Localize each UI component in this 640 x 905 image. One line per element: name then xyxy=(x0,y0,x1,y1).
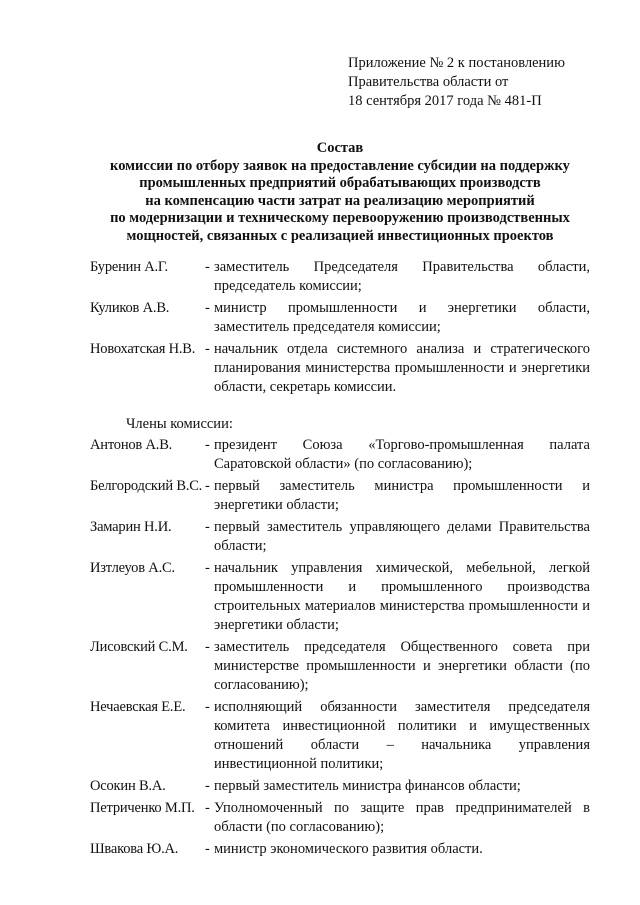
member-position: президент Союза «Торгово-промышленная палата Саратовской области» (по согласованию); xyxy=(214,437,590,472)
annex-line-1: Приложение № 2 к постановлению xyxy=(348,55,565,71)
leadership-row xyxy=(90,340,590,397)
member-position: начальник отдела системного анализа и стратегического планирования министерства промышленности и энергетики области, секретарь комиссии. xyxy=(214,341,590,395)
member-name: Антонов А.В. xyxy=(90,437,173,453)
member-name: Петриченко М.П. xyxy=(90,800,195,816)
dash: - xyxy=(205,560,210,576)
member-row xyxy=(90,840,590,859)
member-position: Уполномоченный по защите прав предпринимателей в области (по согласованию); xyxy=(214,800,590,835)
member-name: Швакова Ю.А. xyxy=(90,841,179,857)
member-name: Осокин В.А. xyxy=(90,778,166,794)
members-label: Члены комиссии: xyxy=(126,416,233,432)
member-row xyxy=(90,518,590,556)
member-position: исполняющий обязанности заместителя председателя комитета инвестиционной политики и имущественных отношений области – начальника управления инвестиционной политики; xyxy=(214,699,590,772)
dash: - xyxy=(205,478,210,494)
member-position: министр промышленности и энергетики области, заместитель председателя комиссии; xyxy=(214,300,590,335)
member-row xyxy=(90,777,590,796)
dash: - xyxy=(205,639,210,655)
member-name: Замарин Н.И. xyxy=(90,519,172,535)
leadership-row xyxy=(90,258,590,296)
dash: - xyxy=(205,699,210,715)
member-row xyxy=(90,638,590,695)
dash: - xyxy=(205,841,210,857)
title-line: комиссии по отбору заявок на предоставление субсидии на поддержку xyxy=(110,157,570,174)
annex-line-3: 18 сентября 2017 года № 481-П xyxy=(348,93,542,109)
title-line: промышленных предприятий обрабатывающих производств xyxy=(139,175,541,192)
member-row xyxy=(90,799,590,837)
commission-list xyxy=(90,258,590,862)
member-position: начальник управления химической, мебельной, легкой промышленности и промышленного производства строительных материалов министерства промышленности и энергетики области; xyxy=(214,560,590,633)
title-heading: Состав xyxy=(316,140,364,156)
dash: - xyxy=(205,437,210,453)
title-line: на компенсацию части затрат на реализацию мероприятий xyxy=(145,192,535,209)
member-position: заместитель председателя Общественного совета при министерстве промышленности и энергетики области (по согласованию); xyxy=(214,639,590,693)
dash: - xyxy=(205,341,210,357)
member-row xyxy=(90,477,590,515)
member-name: Куликов А.В. xyxy=(90,300,170,316)
leadership-row xyxy=(90,299,590,337)
dash: - xyxy=(205,778,210,794)
title-line: мощностей, связанных с реализацией инвестиционных проектов xyxy=(126,227,554,244)
title-line: по модернизации и техническому перевооружению производственных xyxy=(110,210,570,227)
annex-header xyxy=(348,54,608,111)
member-name: Лисовский С.М. xyxy=(90,639,188,655)
member-position: первый заместитель управляющего делами Правительства области; xyxy=(214,519,590,554)
document-title xyxy=(84,140,596,246)
member-position: министр экономического развития области. xyxy=(214,841,483,857)
member-position: первый заместитель министра промышленности и энергетики области; xyxy=(214,478,590,513)
member-name: Новохатская Н.В. xyxy=(90,341,196,357)
dash: - xyxy=(205,519,210,535)
member-row xyxy=(90,698,590,774)
member-row xyxy=(90,436,590,474)
annex-line-2: Правительства области от xyxy=(348,74,509,90)
member-name: Буренин А.Г. xyxy=(90,259,168,275)
member-position: заместитель Председателя Правительства области, председатель комиссии; xyxy=(214,259,590,294)
member-name: Изтлеуов А.С. xyxy=(90,560,175,576)
dash: - xyxy=(205,259,210,275)
member-position: первый заместитель министра финансов области; xyxy=(214,778,521,794)
member-name: Нечаевская Е.Е. xyxy=(90,699,186,715)
member-row xyxy=(90,559,590,635)
dash: - xyxy=(205,300,210,316)
dash: - xyxy=(205,800,210,816)
member-name: Белгородский В.С. xyxy=(90,478,203,494)
